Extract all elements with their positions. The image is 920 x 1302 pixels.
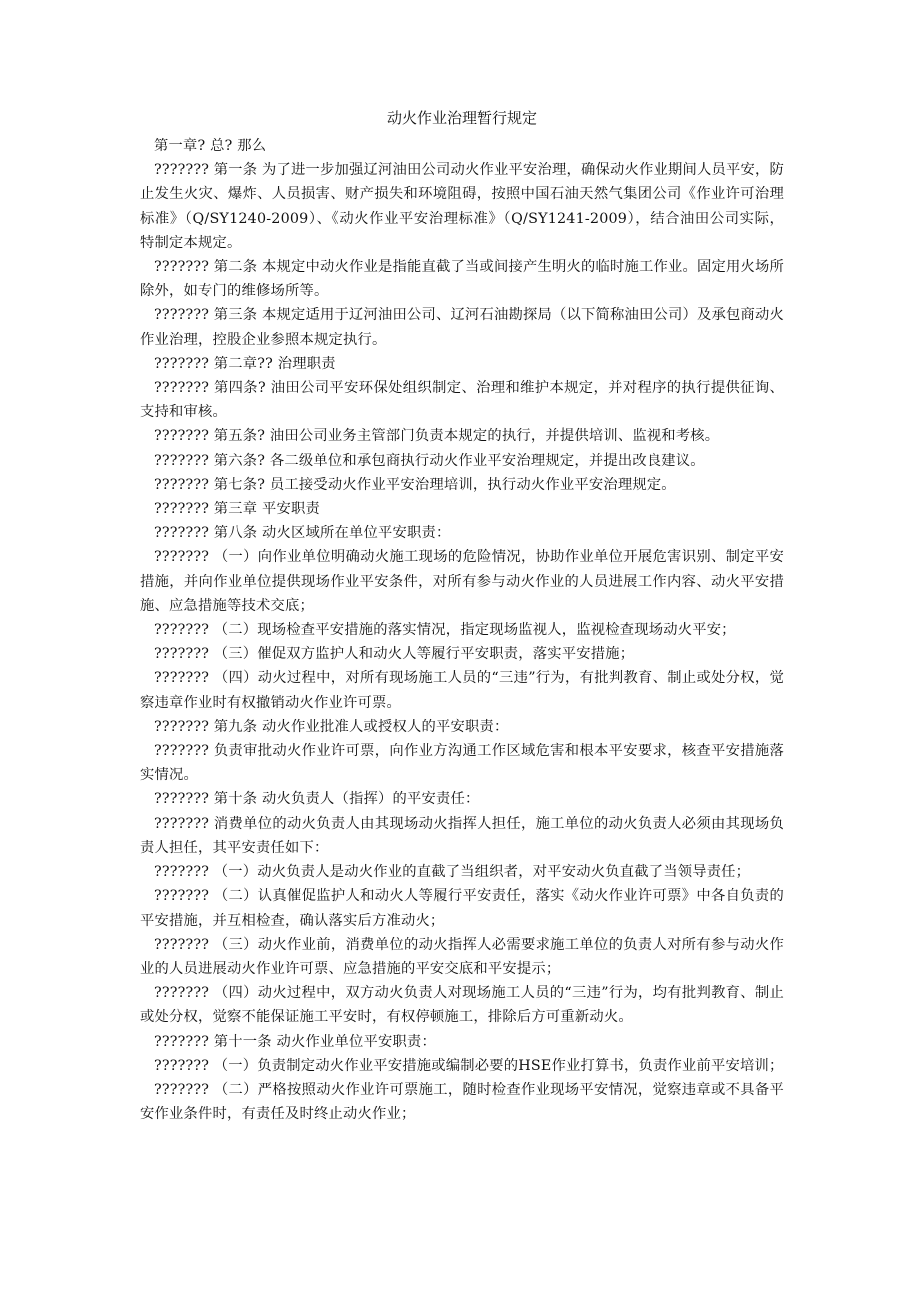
paragraph: ??????? 消费单位的动火负责人由其现场动火指挥人担任，施工单位的动火负责人必须由其现场负责人担任，其平安责任如下： <box>140 815 784 856</box>
paragraph: ??????? 第四条? 油田公司平安环保处组织制定、治理和维护本规定，并对程序的执行提供征询、支持和审核。 <box>140 380 784 421</box>
paragraph: ??????? （三）动火作业前，消费单位的动火指挥人必需要求施工单位的负责人对所有参与动火作业的人员进展动火作业许可票、应急措施的平安交底和平安提示； <box>140 936 784 977</box>
paragraph: ??????? 第五条? 油田公司业务主管部门负责本规定的执行，并提供培训、监视和考核。 <box>154 428 720 445</box>
paragraph: ??????? 第九条 动火作业批准人或授权人的平安职责： <box>154 718 509 735</box>
paragraph: ??????? 第二条 本规定中动火作业是指能直截了当或间接产生明火的临时施工作业。固定用火场所除外，如专门的维修场所等。 <box>140 259 784 300</box>
paragraph: ??????? 第十条 动火负责人（指挥）的平安责任： <box>154 791 480 808</box>
paragraph: ??????? （四）动火过程中，双方动火负责人对现场施工人员的“三违”行为，均有批判教育、制止或处分权，觉察不能保证施工平安时，有权停顿施工，排除后方可重新动火。 <box>140 985 784 1026</box>
paragraph: ??????? （四）动火过程中，对所有现场施工人员的“三违”行为，有批判教育、制止或处分权，觉察违章作业时有权撤销动火作业许可票。 <box>140 670 784 711</box>
paragraph: ??????? （三）催促双方监护人和动火人等履行平安职责，落实平安措施； <box>154 646 635 663</box>
paragraph: ??????? 第一条 为了进一步加强辽河油田公司动火作业平安治理，确保动火作业期间人员平安，防止发生火灾、爆炸、人员损害、财产损失和环境阻碍，按照中国石油天然气集团公司《作业许可治理标准》（Q/SY1240-2009）、《动火作业平安治理标准》（Q/SY1241-2009），结合油田公司实际，特制定本规定。 <box>140 162 784 251</box>
chapter-heading: ??????? 第二章?? 治理职责 <box>154 355 336 372</box>
chapter-heading: ??????? 第三章 平安职责 <box>154 501 321 518</box>
paragraph: ??????? 第三条 本规定适用于辽河油田公司、辽河石油勘探局（以下简称油田公司）及承包商动火作业治理，控股企业参照本规定执行。 <box>140 307 784 348</box>
paragraph: ??????? （一）负责制定动火作业平安措施或编制必要的HSE作业打算书，负责作业前平安培训； <box>154 1057 784 1074</box>
paragraph: ??????? （二）严格按照动火作业许可票施工，随时检查作业现场平安情况，觉察违章或不具备平安作业条件时，有责任及时终止动火作业； <box>140 1081 784 1123</box>
paragraph: ??????? （一）动火负责人是动火作业的直截了当组织者，对平安动火负直截了当领导责任； <box>154 864 751 881</box>
paragraph: ??????? 负责审批动火作业许可票，向作业方沟通工作区域危害和根本平安要求，核查平安措施落实情况。 <box>140 743 784 784</box>
paragraph: ??????? 第八条 动火区域所在单位平安职责： <box>154 525 451 542</box>
paragraph: ??????? （二）认真催促监护人和动火人等履行平安责任，落实《动火作业许可票》中各自负责的平安措施，并互相检查，确认落实后方准动火； <box>140 888 784 929</box>
paragraph: ??????? （一）向作业单位明确动火施工现场的危险情况，协助作业单位开展危害识别、制定平安措施，并向作业单位提供现场作业平安条件，对所有参与动火作业的人员进展工作内容、动火平安措施、应急措施等技术交底； <box>140 549 784 614</box>
paragraph: ??????? （二）现场检查平安措施的落实情况，指定现场监视人，监视检查现场动火平安； <box>154 622 736 639</box>
paragraph: ??????? 第六条? 各二级单位和承包商执行动火作业平安治理规定，并提出改良建议。 <box>154 452 705 469</box>
document-page <box>140 106 784 1126</box>
document-title: 动火作业治理暂行规定 <box>386 109 537 127</box>
chapter-heading: 第一章? 总? 那么 <box>154 138 267 154</box>
paragraph: ??????? 第七条? 员工接受动火作业平安治理培训，执行动火作业平安治理规定。 <box>154 476 676 493</box>
paragraph: ??????? 第十一条 动火作业单位平安职责： <box>154 1033 436 1050</box>
